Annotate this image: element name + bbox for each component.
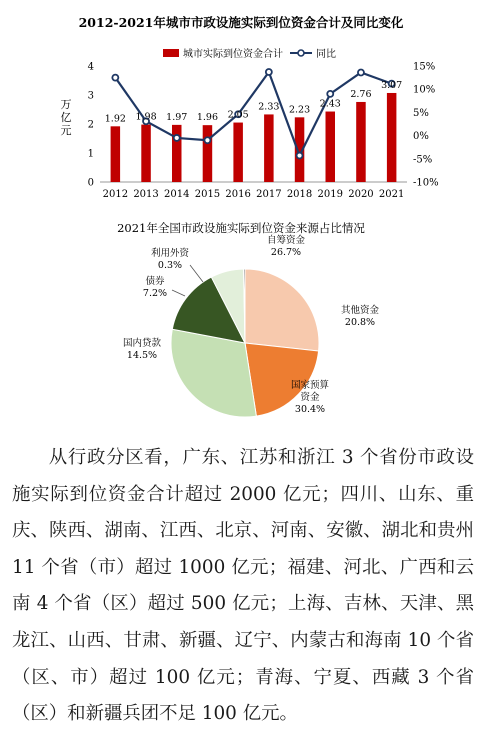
- y-axis-label-char: 亿: [60, 111, 72, 124]
- legend-swatch-bar: [163, 49, 179, 57]
- bar: [203, 125, 213, 182]
- pie-chart-title: 2021年全国市政设施实际到位资金来源占比情况: [117, 221, 365, 235]
- y2-tick-label: -5%: [413, 154, 433, 166]
- bar-data-label: 2.23: [288, 104, 311, 116]
- y2-tick-label: 15%: [413, 61, 436, 73]
- bar: [172, 125, 182, 182]
- bar: [356, 102, 366, 182]
- bar: [387, 93, 397, 182]
- x-tick-label: 2015: [194, 189, 221, 200]
- x-tick-label: 2018: [286, 189, 313, 200]
- pie-slice-name: 自筹资金: [266, 235, 306, 246]
- yoy-marker: [174, 135, 180, 141]
- bar: [111, 126, 121, 182]
- y2-tick-label: -10%: [413, 177, 439, 189]
- bar-data-label: 1.96: [196, 112, 219, 124]
- y-tick-label: 4: [87, 61, 94, 73]
- y-axis-label-char: 万: [60, 98, 72, 111]
- pie-slice-name: 国内贷款: [122, 338, 162, 349]
- x-tick-label: 2013: [133, 189, 159, 200]
- pie-slice-name: 债券: [145, 276, 165, 287]
- y2-tick-label: 5%: [413, 107, 429, 119]
- x-tick-label: 2021: [378, 189, 405, 200]
- y-axis-label-char: 元: [60, 124, 72, 137]
- legend-label-line: 同比: [316, 49, 336, 60]
- y-tick-label: 3: [87, 90, 94, 102]
- pie-slice-name: 其他资金: [340, 305, 380, 316]
- pie-slice-name: 资金: [300, 392, 320, 403]
- bar-data-label: 1.97: [166, 111, 188, 123]
- y-tick-label: 0: [87, 177, 94, 189]
- yoy-marker: [358, 69, 364, 75]
- yoy-marker: [327, 91, 333, 97]
- y2-tick-label: 10%: [413, 84, 436, 96]
- bar-data-label: 1.92: [104, 113, 126, 125]
- bar: [233, 123, 243, 182]
- pie-leader-line: [172, 290, 185, 296]
- bar: [141, 125, 151, 182]
- pie-slice: [245, 269, 319, 351]
- legend-marker-line: [298, 50, 304, 56]
- pie-slices: [171, 269, 319, 417]
- bar-data-label: 2.76: [350, 88, 372, 100]
- x-tick-label: 2017: [256, 189, 282, 200]
- pie-slice-name: 利用外资: [150, 248, 190, 259]
- yoy-marker: [266, 69, 272, 75]
- pie-slice-name: 国家预算: [290, 380, 330, 391]
- yoy-marker: [297, 153, 303, 159]
- pie-slice-value: 14.5%: [126, 350, 158, 361]
- bar-data-label: 1.98: [135, 111, 157, 123]
- body-paragraph: 从行政分区看，广东、江苏和浙江 3 个省份市政设施实际到位资金合计超过 2000 亿元；四川、山东、重庆、陕西、湖南、江西、北京、河南、安徽、湖北和贵州 11 个省（市）超过 1000 亿元；福建、河北、广西和云南 4 个省（区）超过 500 亿元；上海、吉林、天津、黑龙江、山西、甘肃、新疆、辽宁、内蒙古和海南 10 个省（区、市）超过 100 亿元；青海、宁夏、西藏 3 个省（区）和新疆兵团不足 100 亿元。: [12, 447, 474, 725]
- bar-data-label: 2.33: [258, 101, 280, 113]
- pie-slice-value: 7.2%: [142, 288, 168, 299]
- bar: [326, 112, 336, 182]
- bar-chart-title: 2012-2021年城市市政设施实际到位资金合计及同比变化: [78, 15, 404, 30]
- bar: [264, 114, 274, 182]
- bar-data-label: 2.05: [227, 109, 249, 121]
- y2-tick-label: 0%: [413, 131, 429, 143]
- x-tick-label: 2019: [317, 189, 343, 200]
- pie-slice-value: 20.8%: [344, 317, 376, 328]
- bar-data-label: 3.07: [381, 79, 403, 91]
- bar-data-label: 2.43: [319, 98, 341, 110]
- y-tick-label: 2: [87, 119, 94, 131]
- legend-label-bar: 城市实际到位资金合计: [183, 49, 283, 60]
- y-tick-label: 1: [87, 148, 94, 160]
- x-tick-label: 2012: [102, 189, 129, 200]
- pie-chart: [0, 218, 483, 423]
- yoy-marker: [204, 137, 210, 143]
- x-tick-label: 2020: [348, 189, 374, 200]
- bar-chart-legend: [163, 47, 336, 60]
- pie-slice-value: 0.3%: [157, 260, 183, 271]
- bar-line-chart: [0, 0, 483, 212]
- yoy-marker: [112, 75, 118, 81]
- x-tick-label: 2014: [164, 189, 190, 200]
- bar-series: [111, 93, 397, 182]
- x-tick-label: 2016: [225, 189, 251, 200]
- pie-slice-value: 30.4%: [294, 404, 326, 415]
- pie-slice-value: 26.7%: [270, 247, 302, 258]
- pie-leader-line: [190, 265, 203, 282]
- yoy-line: [115, 72, 391, 156]
